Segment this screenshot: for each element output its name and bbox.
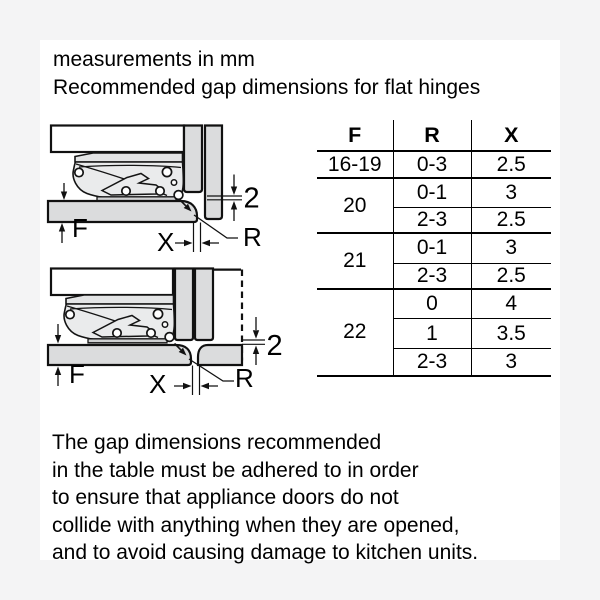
table-row [317, 178, 551, 207]
col-header-r: R [393, 120, 471, 151]
x-label: X [157, 227, 175, 257]
cell-x: 2.5 [471, 263, 551, 289]
cabinet-panel [51, 269, 173, 296]
gap-value-label: 2 [266, 330, 283, 362]
cell-f: 21 [317, 233, 393, 289]
dimension-x [157, 223, 219, 258]
hinge-diagram-bottom [45, 253, 305, 405]
units-note: measurements in mm [53, 48, 255, 71]
footer-paragraph [52, 429, 478, 567]
furniture-door-panel [205, 126, 222, 220]
cell-f: 20 [317, 178, 393, 233]
cell-r: 0-1 [393, 178, 471, 207]
cell-r: 0-1 [393, 233, 471, 263]
table-row [317, 151, 551, 178]
cell-x: 2.5 [471, 151, 551, 178]
cell-x: 2.5 [471, 207, 551, 233]
cell-f: 16-19 [317, 151, 393, 178]
cell-x: 3 [471, 233, 551, 263]
f-label: F [72, 213, 88, 243]
f-label: F [69, 359, 85, 389]
cabinet-panel [51, 126, 184, 153]
cell-x: 3 [471, 178, 551, 207]
gap-dimensions-table [317, 120, 551, 377]
gap-dimension-2 [242, 317, 283, 365]
table-row [317, 289, 551, 319]
cell-x: 3 [471, 349, 551, 376]
footer-line: in the table must be adhered to in order [52, 458, 419, 482]
footer-line: collide with anything when they are opened, [52, 513, 460, 537]
furniture-base-panel [48, 201, 197, 222]
page-title: Recommended gap dimensions for flat hinges [53, 75, 481, 99]
appliance-door-panel [175, 269, 193, 341]
cell-r: 0 [393, 289, 471, 319]
x-label: X [149, 369, 167, 399]
cell-x: 3.5 [471, 319, 551, 349]
table-row [317, 233, 551, 263]
cell-r: 2-3 [393, 263, 471, 289]
r-label: R [235, 363, 254, 393]
furniture-base-panel-right [198, 345, 242, 365]
gap-value-label: 2 [243, 182, 260, 215]
footer-line: and to avoid causing damage to kitchen units. [52, 541, 479, 565]
table-header-row [317, 120, 551, 151]
cell-f: 22 [317, 289, 393, 376]
cell-r: 2-3 [393, 207, 471, 233]
col-header-x: X [471, 120, 551, 151]
cell-r: 0-3 [393, 151, 471, 178]
cell-r: 1 [393, 319, 471, 349]
footer-line: to ensure that appliance doors do not [52, 486, 399, 510]
cell-x: 4 [471, 289, 551, 319]
page-heading [53, 46, 480, 101]
appliance-door-panel [184, 126, 202, 193]
footer-line: The gap dimensions recommended [52, 431, 382, 454]
hinge-diagram-top [45, 110, 305, 262]
cell-r: 2-3 [393, 349, 471, 376]
r-label: R [243, 222, 262, 252]
manual-page [40, 40, 560, 565]
furniture-door-panel [195, 269, 213, 341]
col-header-f: F [317, 120, 393, 151]
